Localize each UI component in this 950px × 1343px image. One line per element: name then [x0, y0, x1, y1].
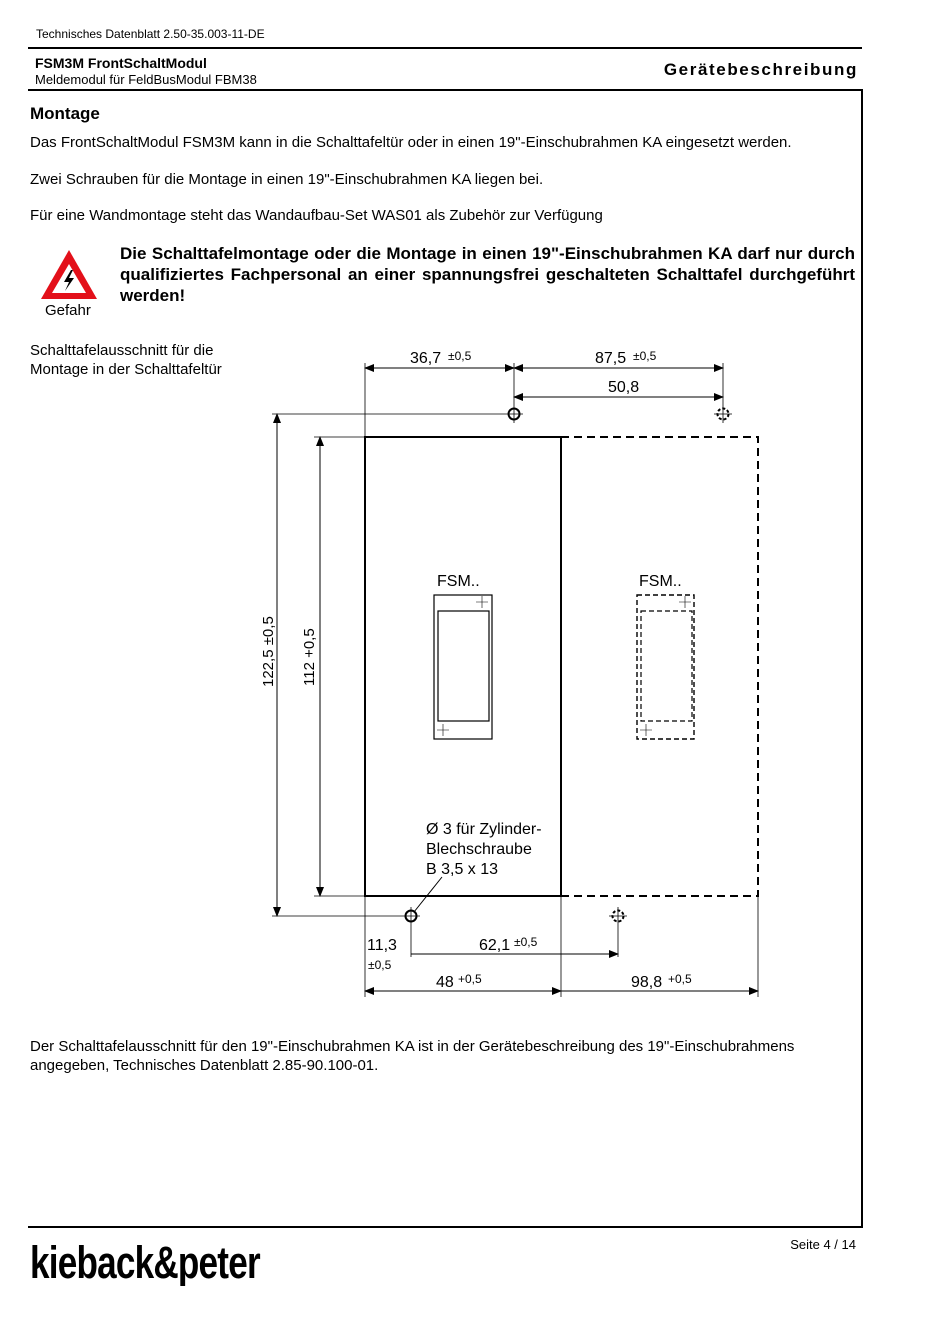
- hole-note-line-2: Blechschraube: [426, 841, 532, 858]
- module-label-left: FSM..: [437, 573, 480, 590]
- hole-note-line-3: B 3,5 x 13: [426, 861, 499, 878]
- paragraph-3: Für eine Wandmontage steht das Wandaufbau-Set WAS01 als Zubehör zur Verfügung: [30, 207, 603, 224]
- module-label-right: FSM..: [639, 573, 682, 590]
- module-right: [637, 595, 694, 739]
- dim-bottom-offset-tol: ±0,5: [368, 958, 392, 972]
- svg-text:kieback&peter: kieback&peter: [30, 1238, 261, 1286]
- hole-bottom-right: [609, 907, 627, 925]
- dim-hole-spacing: 50,8: [608, 379, 640, 396]
- hole-note-line-1: Ø 3 für Zylinder-: [426, 821, 542, 838]
- product-subtitle: Meldemodul für FeldBusModul FBM38: [35, 72, 257, 87]
- hole-top-left: [505, 405, 523, 423]
- dim-width-left-tol: +0,5: [458, 972, 482, 986]
- cutout-right: [561, 437, 758, 896]
- dim-outer-height: 122,5 ±0,5: [260, 616, 277, 687]
- document-reference: Technisches Datenblatt 2.50-35.003-11-DE: [36, 27, 265, 41]
- footer-paragraph: Der Schalttafelausschnitt für den 19"-Einschubrahmen KA ist in der Gerätebeschreibung des 19"-Einschubrahmens angegeben, Technisches Datenblatt 2.85-90.100-01.: [30, 1038, 795, 1074]
- warning-label: Gefahr: [45, 302, 91, 319]
- section-title: Gerätebeschreibung: [663, 60, 858, 79]
- hole-bottom-left: [402, 907, 420, 925]
- dim-width-right: 98,8: [631, 974, 663, 991]
- company-logo: [30, 1234, 262, 1291]
- dim-bottom-spacing: 62,1: [479, 937, 511, 954]
- dim-bottom-spacing-tol: ±0,5: [514, 935, 538, 949]
- dim-inner-height: 112 +0,5: [301, 628, 318, 686]
- section-heading: Montage: [30, 104, 100, 123]
- dim-width-right-tol: +0,5: [668, 972, 692, 986]
- dim-top-right: 87,5: [595, 350, 627, 367]
- warning-text: Die Schalttafelmontage oder die Montage in einen 19"-Einschubrahmen KA darf nur durch qualifiziertes Fachpersonal an einer spannungsfrei geschalteten Schalttafel durchgeführt werden!: [120, 244, 855, 305]
- page-number: Seite 4 / 14: [790, 1237, 856, 1252]
- figure-caption: Schalttafelausschnitt für die Montage in der Schalttafeltür: [30, 342, 222, 378]
- dim-bottom-offset: 11,3: [367, 937, 397, 954]
- paragraph-2: Zwei Schrauben für die Montage in einen 19"-Einschubrahmen KA liegen bei.: [30, 171, 544, 188]
- paragraph-1: Das FrontSchaltModul FSM3M kann in die Schalttafeltür oder in einen 19"-Einschubrahmen KA eingesetzt werden.: [30, 134, 792, 151]
- module-left: [434, 595, 492, 739]
- product-title: FSM3M FrontSchaltModul: [35, 55, 207, 71]
- hole-top-right: [714, 405, 732, 423]
- dim-top-left-tol: ±0,5: [448, 349, 472, 363]
- dim-top-left: 36,7: [410, 350, 442, 367]
- dim-top-right-tol: ±0,5: [633, 349, 657, 363]
- dim-width-left: 48: [436, 974, 454, 991]
